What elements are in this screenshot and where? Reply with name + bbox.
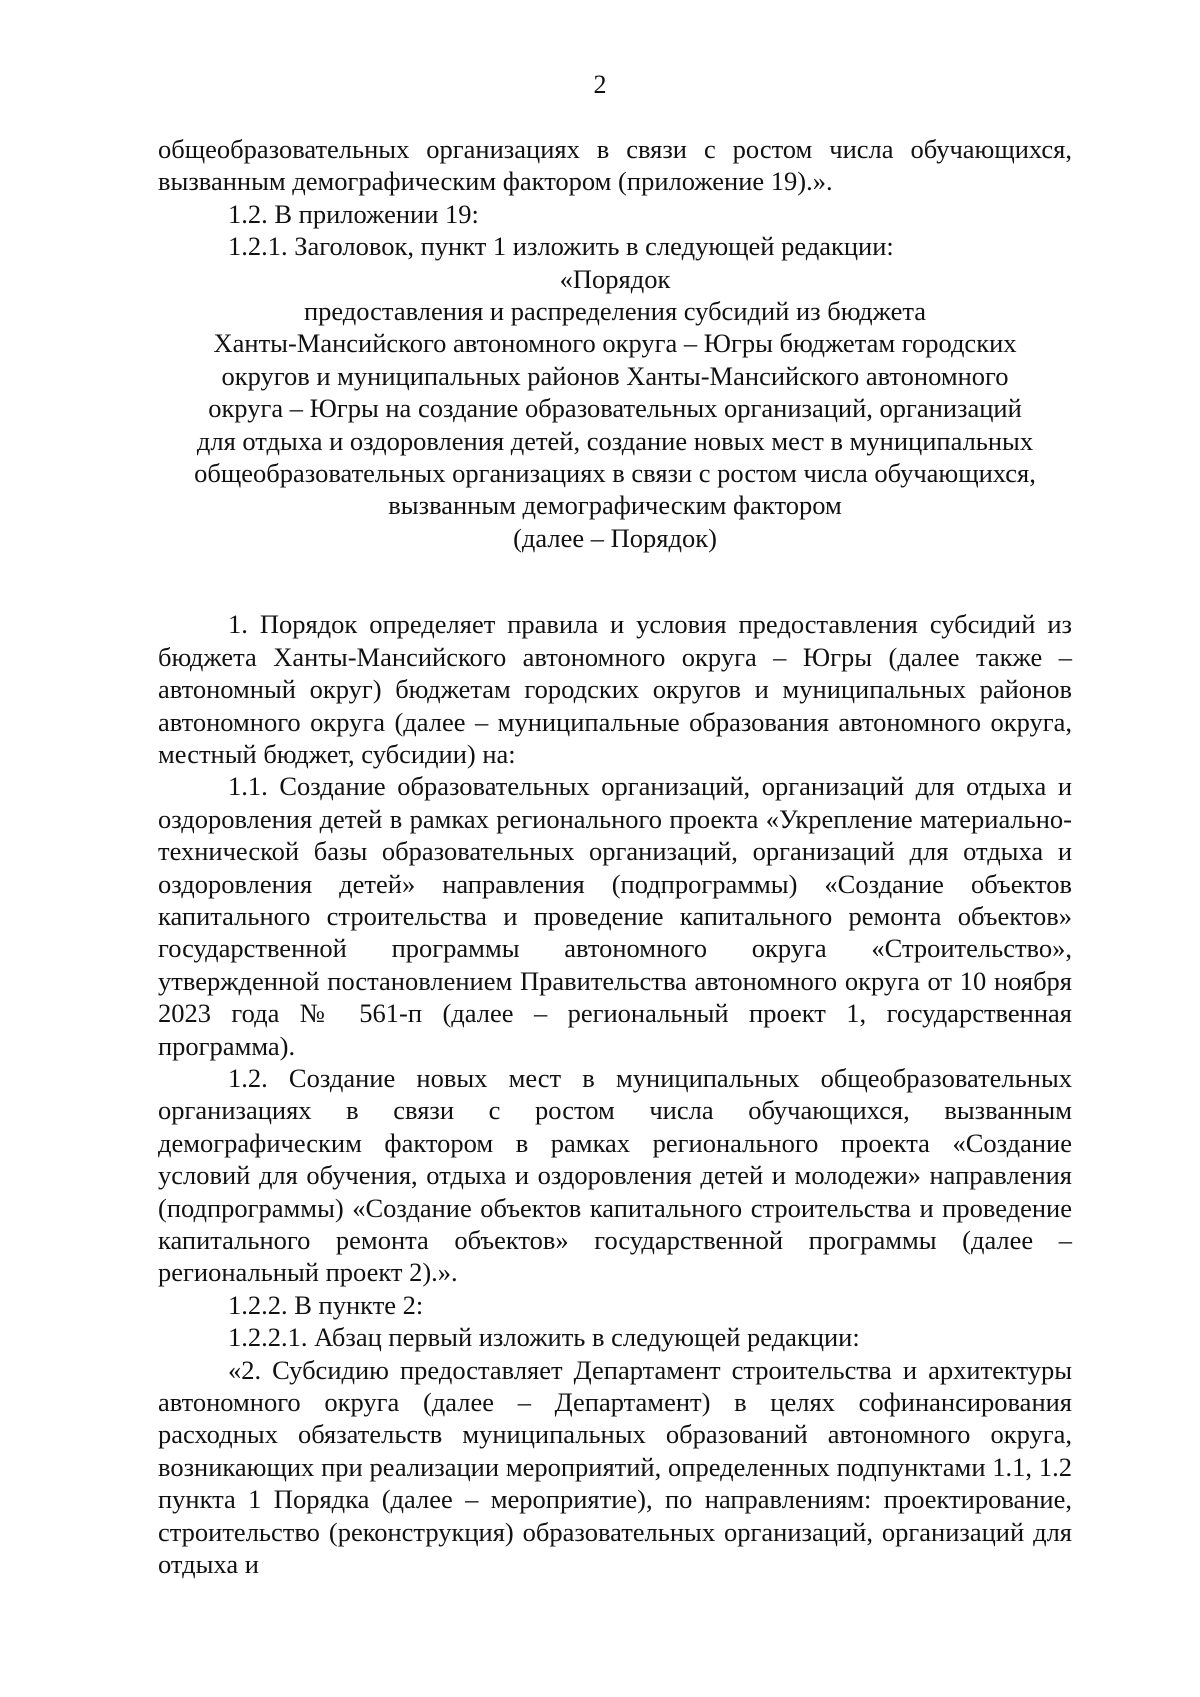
paragraph: общеобразовательных организациях в связи с ростом числа обучающихся, вызванным демографическим фактором (приложение 19).». [158,134,1072,197]
title-line: округа – Югры на создание образовательных организаций, организаций [208,393,1022,424]
paragraph: 1. Порядок определяет правила и условия предоставления субсидий из бюджета Ханты-Мансийского автономного округа – Югры (далее также – автономный округ) бюджетам городских округов и муниципальных районов автономного округа (далее – муниципальные образования автономного округа, местный бюджет, субсидии) на: [158,609,1072,769]
title-line: предоставления и распределения субсидий из бюджета [303,296,927,327]
paragraph: «2. Субсидию предоставляет Департамент строительства и архитектуры автономного округа (далее – Департамент) в целях софинансирования расходных обязательств муниципальных образований автономного округа, возникающих при реализации мероприятий, определенных подпунктами 1.1, 1.2 пункта 1 Порядка (далее – мероприятие), по направлениям: проектирование, строительство (реконструкция) образовательных организаций, организаций для отдыха и [158,1354,1072,1580]
paragraph: 1.2.2. В пункте 2: [228,1289,424,1320]
paragraph: 1.2. Создание новых мест в муниципальных общеобразовательных организациях в связи с ростом числа обучающихся, вызванным демографическим фактором в рамках регионального проекта «Создание условий для обучения, отдыха и оздоровления детей и молодежи» направления (подпрограммы) «Создание объектов капитального строительства и проведение капитального ремонта объектов» государственной программы (далее – региональный проект 2).». [158,1062,1072,1288]
paragraph: 1.2. В приложении 19: [228,198,479,229]
top-paragraphs [158,133,1072,263]
blank-line [158,554,1072,608]
title-line: общеобразовательных организациях в связи с ростом числа обучающихся, [194,458,1036,489]
title-line: Ханты-Мансийского автономного округа – Югры бюджетам городских [213,328,1017,359]
paragraph: 1.1. Создание образовательных организаций, организаций для отдыха и оздоровления детей в рамках регионального проекта «Укрепление материально-технической базы образовательных организаций, организаций для отдыха и оздоровления детей» направления (подпрограммы) «Создание объектов капитального строительства и проведение капитального ремонта объектов» государственной программы автономного округа «Строительство», утвержденной постановлением Правительства автономного округа от 10 ноября 2023 года № 561-п (далее – региональный проект 1, государственная программа). [158,771,1072,1061]
order-title [158,263,1072,555]
title-line: для отдыха и оздоровления детей, создание новых мест в муниципальных [196,425,1034,456]
page-number: 2 [593,70,607,99]
title-line: (далее – Порядок) [513,522,717,553]
title-line: округов и муниципальных районов Ханты-Мансийского автономного [221,360,1009,391]
title-line: «Порядок [559,263,671,294]
bottom-paragraphs [158,608,1072,1580]
paragraph: 1.2.2.1. Абзац первый изложить в следующей редакции: [228,1322,860,1353]
title-line: вызванным демографическим фактором [388,490,842,521]
paragraph: 1.2.1. Заголовок, пункт 1 изложить в следующей редакции: [228,231,894,262]
document-body [158,133,1072,1580]
